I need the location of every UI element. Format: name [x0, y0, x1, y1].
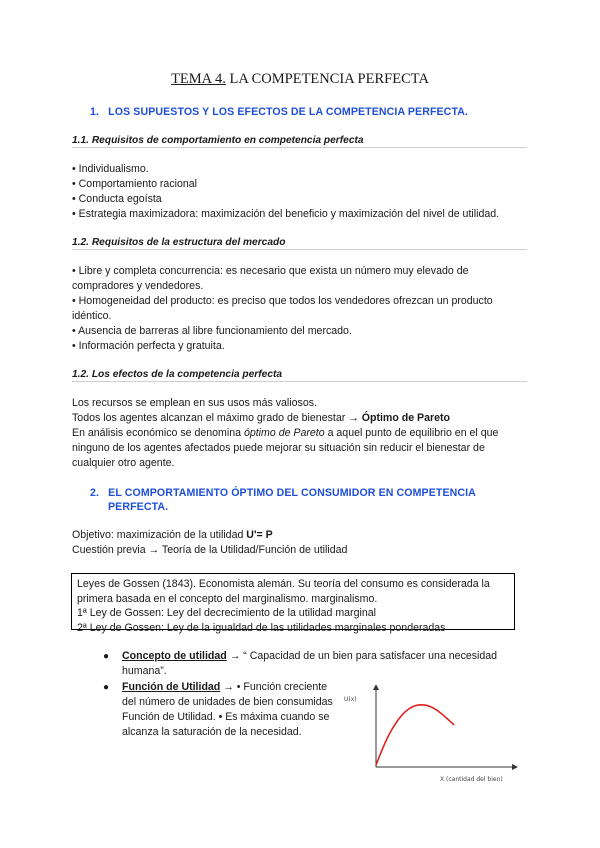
pareto-italic: óptimo de Pareto	[243, 427, 325, 439]
prior-question: Cuestión previa → Teoría de la Utilidad/Función de utilidad	[72, 544, 348, 556]
section-1-heading: 1. LOS SUPUESTOS Y LOS EFECTOS DE LA COMPETENCIA PERFECTA.	[90, 106, 469, 118]
list-item: • Conducta egoísta	[72, 193, 162, 205]
bullet-label: Función de Utilidad	[122, 681, 221, 693]
list-item: • Homogeneidad del producto: es preciso que todos los vendedores ofrezcan un producto	[72, 295, 493, 307]
objective-block	[72, 528, 347, 558]
effects-line	[72, 426, 532, 441]
subsection-1-3-heading: 1.2. Los efectos de la competencia perfecta	[72, 369, 527, 382]
list-item: compradores y vendedores.	[72, 280, 204, 292]
effects-line: Los recursos se emplean en sus usos más valiosos.	[72, 397, 317, 409]
x-axis-label: X (cantidad del bien)	[440, 776, 503, 783]
bullet-dot-icon: ●	[102, 682, 110, 693]
box-line: Leyes de Gossen (1843). Economista alemán. Su teoría del consumo es considerada la	[77, 578, 490, 590]
effects-text: En análisis económico se denomina	[72, 427, 244, 439]
box-line: 2ª Ley de Gossen: Ley de la igualdad de las utilidades marginales ponderadas	[77, 621, 446, 634]
bullet-label: Concepto de utilidad	[122, 650, 227, 662]
effects-line	[72, 411, 532, 426]
title-text: LA COMPETENCIA PERFECTA	[225, 71, 429, 87]
subsection-1-2-heading: 1.2. Requisitos de la estructura del mercado	[72, 237, 527, 250]
utility-curve	[376, 705, 454, 765]
bullet-text: del número de unidades de bien consumidas	[122, 696, 333, 708]
section-2-heading-line: 2. EL COMPORTAMIENTO ÓPTIMO DEL CONSUMIDOR EN COMPETENCIA	[90, 487, 476, 499]
section-2-heading-line: PERFECTA.	[108, 501, 169, 513]
effects-line: cualquier otro agente.	[72, 457, 175, 469]
bullet-text: Función de Utilidad. • Es máxima cuando se	[122, 711, 330, 723]
subsection-1-1-heading: 1.1. Requisitos de comportamiento en competencia perfecta	[72, 135, 527, 148]
effects-paragraph	[72, 396, 532, 471]
section-2-heading	[90, 486, 476, 514]
list-item: • Información perfecta y gratuita.	[72, 340, 225, 352]
bullet-utility-concept	[90, 649, 510, 679]
y-axis-label: U(x)	[344, 696, 357, 703]
box-line: 1ª Ley de Gossen: Ley del decrecimiento de la utilidad marginal	[77, 607, 376, 619]
list-item: • Estrategia maximizadora: maximización del beneficio y maximización del nivel de utilidad.	[72, 208, 500, 220]
bullet-utility-function	[90, 680, 350, 740]
list-item: • Comportamiento racional	[72, 178, 198, 190]
effects-text: Todos los agentes alcanzan el máximo grado de bienestar →	[72, 412, 362, 424]
effects-text: a aquel punto de equilibrio en el que	[324, 427, 499, 439]
list-item: • Ausencia de barreras al libre funcionamiento del mercado.	[72, 325, 352, 337]
bullet-text: humana”.	[122, 665, 167, 677]
gossen-box	[71, 573, 515, 634]
bullet-content	[122, 649, 497, 679]
title-number: TEMA 4.	[171, 71, 226, 87]
effects-line: ninguno de los agentes afectados puede mejorar su situación sin reducir el bienestar de	[72, 442, 485, 454]
objective-formula: U'= P	[246, 529, 273, 541]
box-line: primera basada en el concepto del marginalismo. marginalismo.	[77, 592, 378, 605]
bullet-text: → • Función creciente	[220, 681, 328, 693]
page-title	[0, 71, 600, 88]
bullet-row	[90, 680, 350, 740]
list-item: • Libre y completa concurrencia: es necesario que exista un número muy elevado de	[72, 265, 469, 277]
bullet-content	[122, 680, 333, 740]
pareto-bold: Óptimo de Pareto	[361, 412, 451, 424]
list-1-1	[72, 162, 499, 222]
bullet-text: alcanza la saturación de la necesidad.	[122, 726, 302, 738]
bullet-row	[90, 649, 510, 679]
bullet-text: → “ Capacidad de un bien para satisfacer una necesidad	[226, 650, 498, 662]
objective-text: Objetivo: maximización de la utilidad	[72, 529, 247, 541]
list-1-2	[72, 264, 493, 354]
list-item: idéntico.	[72, 310, 112, 322]
list-item: • Individualismo.	[72, 163, 149, 175]
utility-chart	[340, 685, 520, 785]
bullet-dot-icon: ●	[102, 651, 110, 662]
objective-line	[72, 528, 347, 543]
